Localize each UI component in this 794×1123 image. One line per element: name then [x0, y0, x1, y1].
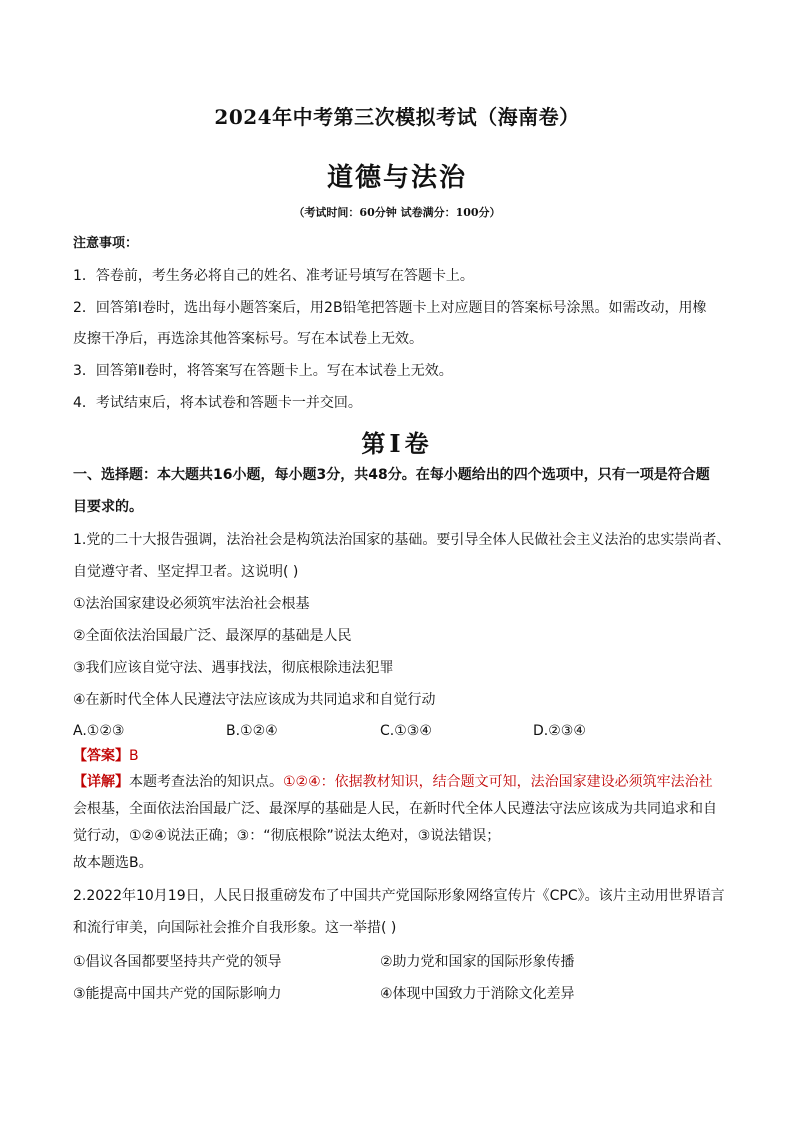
detail-text-highlight: ①②④：依据教材知识，结合题文可知，法治国家建设必须筑牢法治社 [283, 774, 713, 790]
subject-title: 道德与法治 [326, 163, 467, 193]
q2-stem-cont: 和流行审美，向国际社会推介自我形象。这一举措( ) [73, 920, 397, 936]
section-instructions: 一、选择题：本大题共16小题，每小题3分，共48分。在每小题给出的四个选项中，只有一项是符合题 [73, 467, 710, 483]
q1-statement: ①法治国家建设必须筑牢法治社会根基 [73, 596, 310, 612]
q1-statement: ③我们应该自觉守法、遇事找法，彻底根除违法犯罪 [73, 660, 394, 676]
q1-detail-cont: 会根基，全面依法治国最广泛、最深厚的基础是人民，在新时代全体人民遵法守法应该成为共同追求和自 [73, 801, 717, 817]
q1-statement: ②全面依法治国最广泛、最深厚的基础是人民 [73, 628, 352, 644]
notes-item: 3．回答第Ⅱ卷时，将答案写在答题卡上。写在本试卷上无效。 [73, 363, 453, 379]
volume-title: 第Ⅰ卷 [361, 429, 433, 458]
notes-item: 1．答卷前，考生务必将自己的姓名、准考证号填写在答题卡上。 [73, 268, 474, 284]
q2-stem: 2.2022年10月19日，人民日报重磅发布了中国共产党国际形象网络宣传片《CPC》。该片主动用世界语言 [73, 888, 725, 904]
notes-item: 2．回答第Ⅰ卷时，选出每小题答案后，用2B铅笔把答题卡上对应题目的答案标号涂黑。如需改动，用橡 [73, 300, 707, 316]
detail-tag: 【详解】 [73, 774, 129, 790]
q1-option-a: A.①②③ [73, 723, 125, 739]
detail-text: 本题考查法治的知识点。 [129, 774, 283, 790]
q1-option-c: C.①③④ [380, 723, 432, 739]
q2-statement: ③能提高中国共产党的国际影响力 [73, 986, 282, 1002]
q2-statement: ④体现中国致力于消除文化差异 [380, 986, 575, 1002]
notes-item: 4．考试结束后，将本试卷和答题卡一并交回。 [73, 395, 362, 411]
exam-title: 2024年中考第三次模拟考试（海南卷） [214, 105, 580, 129]
q1-stem-cont: 自觉遵守者、坚定捍卫者。这说明( ) [73, 564, 299, 580]
notes-heading: 注意事项： [73, 236, 139, 251]
q2-statement: ②助力党和国家的国际形象传播 [380, 954, 575, 970]
answer-value: B [129, 748, 139, 764]
q1-answer [73, 746, 723, 766]
q1-statement: ④在新时代全体人民遵法守法应该成为共同追求和自觉行动 [73, 692, 436, 708]
q1-conclusion: 故本题选B。 [73, 855, 153, 871]
q1-detail-cont: 觉行动，①②④说法正确；③：“彻底根除”说法太绝对，③说法错误； [73, 828, 501, 844]
q1-stem: 1.党的二十大报告强调，法治社会是构筑法治国家的基础。要引导全体人民做社会主义法治的忠实崇尚者、 [73, 532, 731, 548]
q1-option-b: B.①②④ [226, 723, 278, 739]
answer-tag: 【答案】 [73, 748, 129, 764]
q1-option-d: D.②③④ [533, 723, 586, 739]
q1-detail [73, 772, 723, 792]
notes-item: 皮擦干净后，再选涂其他答案标号。写在本试卷上无效。 [73, 331, 423, 347]
q2-statement: ①倡议各国都要坚持共产党的领导 [73, 954, 282, 970]
exam-info: （考试时间：60分钟 试卷满分：100分） [293, 206, 501, 219]
section-instructions-cont: 目要求的。 [73, 499, 143, 515]
